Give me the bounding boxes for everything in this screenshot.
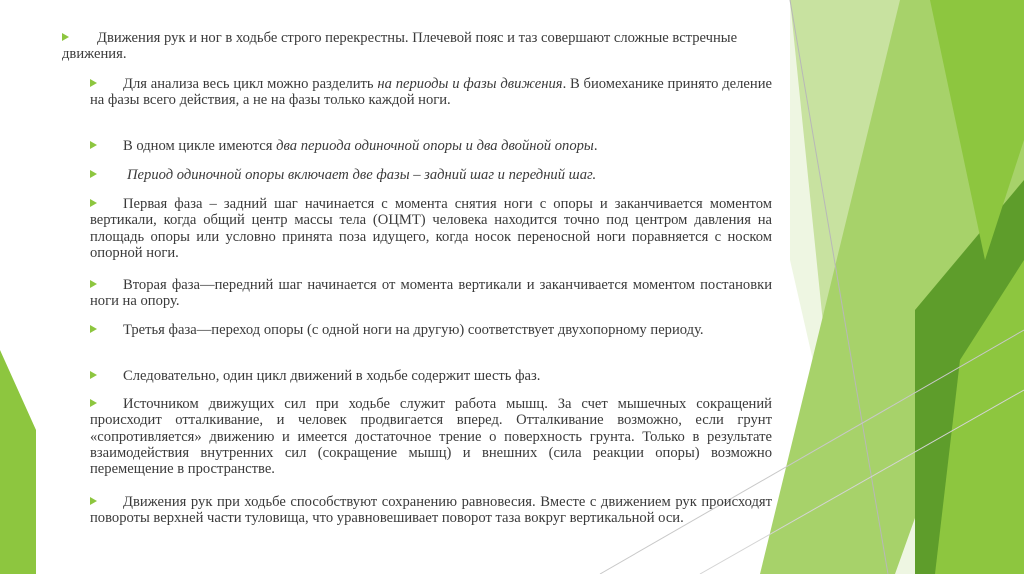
bullet-icon xyxy=(90,141,97,149)
paragraph-4: Период одиночной опоры включает две фазы – задний шаг и передний шаг. xyxy=(90,167,772,183)
paragraph-2: Для анализа весь цикл можно разделить на периоды и фазы движения. В биомеханике принято деление на фазы всего действия, а не на фазы только каждой ноги. xyxy=(90,76,772,109)
paragraph-6: Вторая фаза—передний шаг начинается от момента вертикали и заканчивается моментом постановки ноги на опору. xyxy=(90,277,772,310)
paragraph-10: Движения рук при ходьбе способствуют сохранению равновесия. Вместе с движением рук происходят повороты верхней части туловища, что уравновешивает поворот таза вокруг вертикальной оси. xyxy=(90,494,772,527)
paragraph-1: Движения рук и ног в ходьбе строго перекрестны. Плечевой пояс и таз совершают сложные встречные движения. xyxy=(62,30,738,63)
bullet-icon xyxy=(90,79,97,87)
paragraph-3: В одном цикле имеются два периода одиночной опоры и два двойной опоры. xyxy=(90,138,772,154)
bullet-icon xyxy=(90,371,97,379)
bullet-icon xyxy=(90,199,97,207)
bullet-icon xyxy=(90,280,97,288)
paragraph-9: Источником движущих сил при ходьбе служит работа мышц. За счет мышечных сокращений происходит отталкивание, и человек продвигается вперед. Отталкивание возможно, если грунт «сопротивляется» движению и имеется достаточное трение о поверхность грунта. Только в результате взаимодействия внутренних сил (сокращение мышц) и внешних (сила реакции опоры) возможно перемещение в пространстве. xyxy=(90,396,772,478)
bullet-icon xyxy=(62,33,69,41)
bullet-icon xyxy=(90,497,97,505)
bullet-icon xyxy=(90,399,97,407)
bullet-icon xyxy=(90,325,97,333)
paragraph-7: Третья фаза—переход опоры (с одной ноги на другую) соответствует двухопорному периоду. xyxy=(90,322,772,338)
bullet-icon xyxy=(90,170,97,178)
paragraph-8: Следовательно, один цикл движений в ходьбе содержит шесть фаз. xyxy=(90,368,772,384)
paragraph-5: Первая фаза – задний шаг начинается с момента снятия ноги с опоры и заканчивается моментом вертикали, когда общий центр массы тела (ОЦМТ) человека находится точно под центром давления на площадь опоры или условно принята поза идущего, когда носок переносной ноги поравняется с носком опорной ноги. xyxy=(90,196,772,261)
